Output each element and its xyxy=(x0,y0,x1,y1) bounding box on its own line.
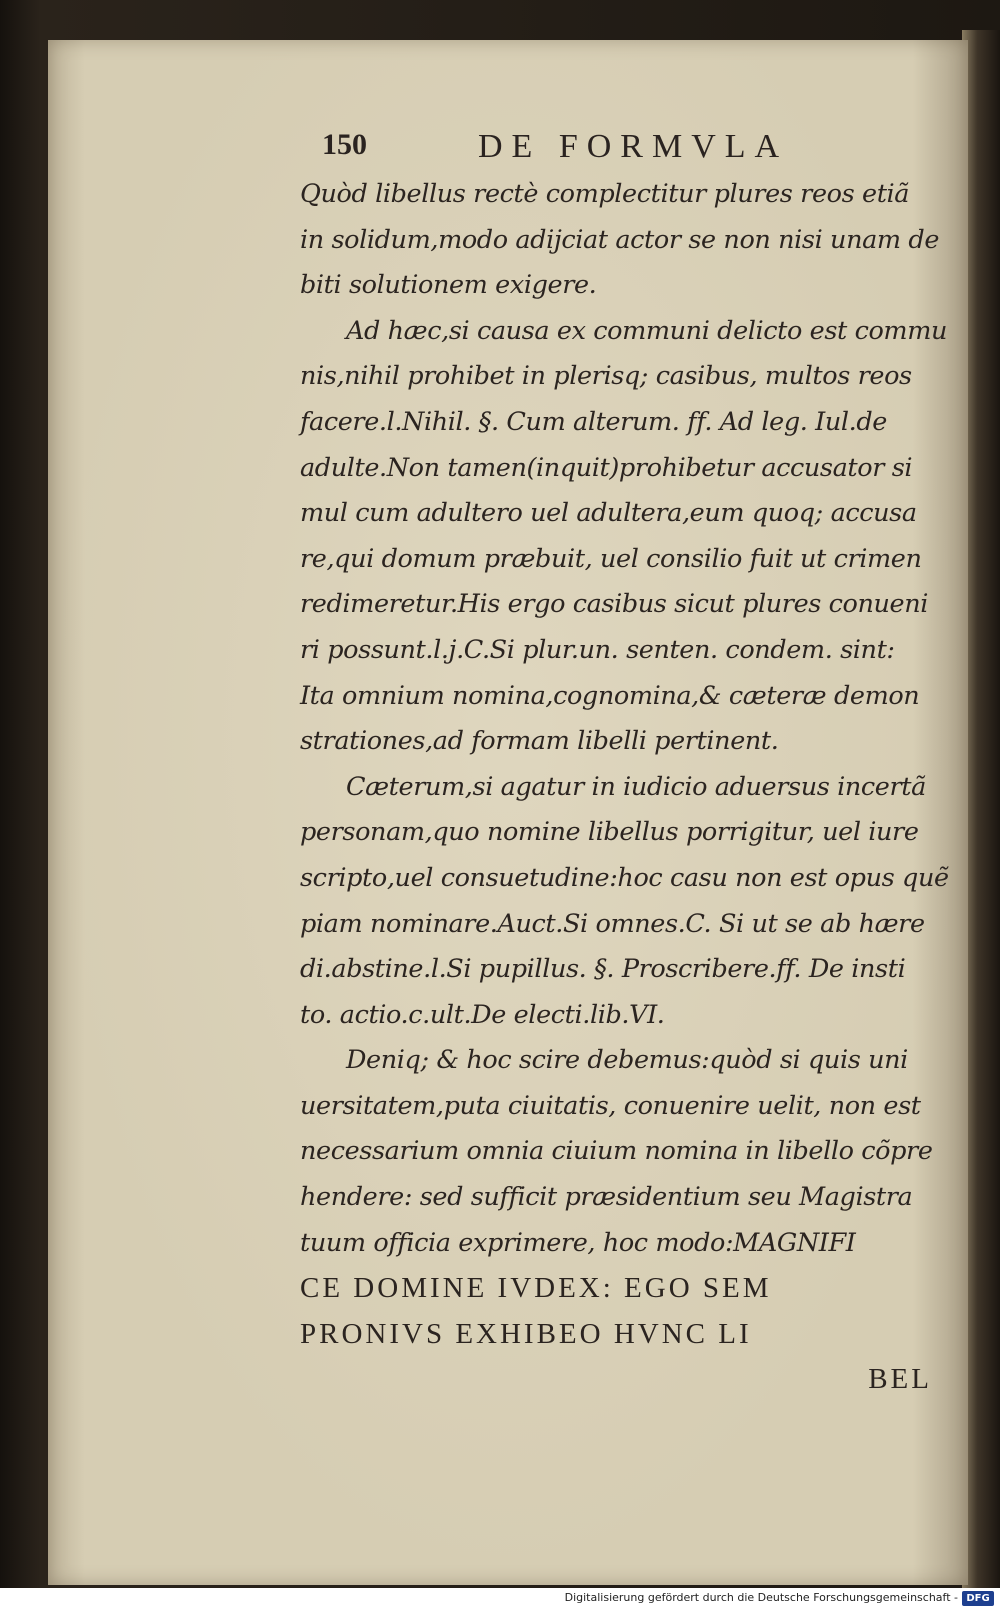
text-line: CE DOMINE IVDEX: EGO SEM xyxy=(300,1272,772,1305)
text-line: nis,nihil prohibet in plerisq; casibus, multos reos xyxy=(300,361,912,392)
text-line: to. actio.c.ult.De electi.lib.VI. xyxy=(300,999,665,1030)
text-line: strationes,ad formam libelli pertinent. xyxy=(300,726,779,757)
running-head: DE FORMVLA xyxy=(478,128,789,165)
text-line: mul cum adultero uel adultera,eum quoq; accusa xyxy=(300,498,917,529)
text-line: necessarium omnia ciuium nomina in libello cõpre xyxy=(300,1136,933,1167)
text-line: Ad hæc,si causa ex communi delicto est commu xyxy=(346,315,948,346)
text-line: adulte.Non tamen(inquit)prohibetur accusator si xyxy=(300,452,913,483)
text-line: tuum officia exprimere, hoc modo:MAGNIFI xyxy=(300,1227,856,1258)
text-line: Deniq; & hoc scire debemus:quòd si quis uni xyxy=(346,1045,908,1076)
text-line: ri possunt.l.j.C.Si plur.un. senten. condem. sint: xyxy=(300,634,895,665)
footer-credit: Digitalisierung gefördert durch die Deutsche Forschungsgemeinschaft - xyxy=(564,1591,958,1604)
dfg-logo[interactable]: DFG xyxy=(962,1591,994,1606)
text-line: Cæterum,si agatur in iudicio aduersus incertã xyxy=(346,771,926,802)
page-text-block xyxy=(300,172,949,1403)
text-line: redimeretur.His ergo casibus sicut plures conueni xyxy=(300,589,929,620)
text-line: Quòd libellus rectè complectitur plures reos etiã xyxy=(300,179,910,209)
footer-bar xyxy=(0,1588,1000,1610)
text-line: facere.l.Nihil. §. Cum alterum. ff. Ad leg. Iul.de xyxy=(300,406,887,437)
text-line: uersitatem,puta ciuitatis, conuenire uelit, non est xyxy=(300,1090,921,1121)
text-line: personam,quo nomine libellus porrigitur, uel iure xyxy=(300,817,919,848)
text-line: re,qui domum præbuit, uel consilio fuit ut crimen xyxy=(300,543,922,574)
text-line: Ita omnium nomina,cognomina,& cæteræ demon xyxy=(300,680,920,711)
text-line: di.abstine.l.Si pupillus. §. Proscribere.ff. De insti xyxy=(300,954,906,985)
text-line: in solidum,modo adijciat actor se non nisi unam de xyxy=(300,224,940,255)
text-line: scripto,uel consuetudine:hoc casu non est opus quẽ xyxy=(300,862,949,893)
text-line: hendere: sed sufficit præsidentium seu Magistra xyxy=(300,1182,913,1213)
text-line: piam nominare.Auct.Si omnes.C. Si ut se ab hære xyxy=(300,908,925,939)
text-line: BEL xyxy=(868,1363,932,1396)
page-number: 150 xyxy=(322,128,367,161)
text-line: PRONIVS EXHIBEO HVNC LI xyxy=(300,1317,752,1350)
text-line: biti solutionem exigere. xyxy=(300,270,597,301)
